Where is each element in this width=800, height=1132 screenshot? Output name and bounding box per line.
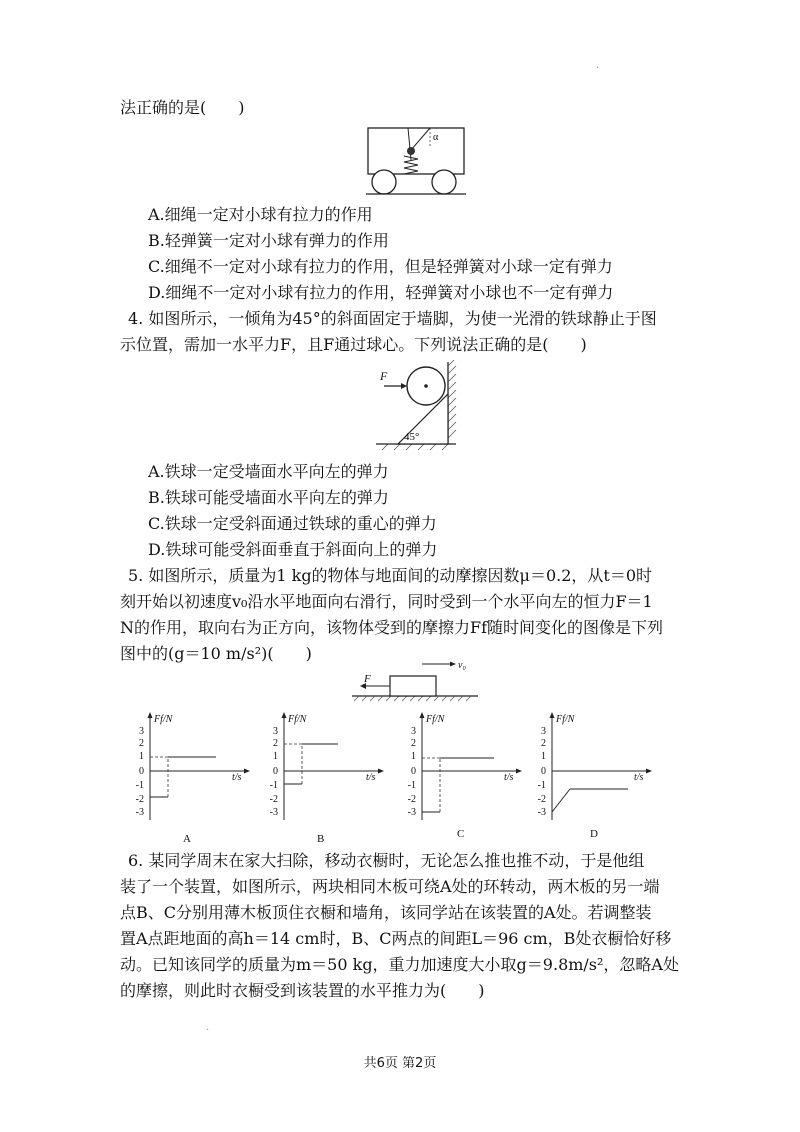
q4-stem-line-1: 4. 如图所示，一倾角为45°的斜面固定于墙脚，为使一光滑的铁球静止于图 [128,309,657,328]
graph-b-tick: 0 [273,766,278,777]
q6-stem-line-5: 动。已知该同学的质量为m＝50 kg，重力加速度大小取g＝9.8m/s²，忽略A处 [120,955,679,974]
graph-c-tick: 2 [411,738,416,749]
graph-b-tick: -3 [269,807,278,818]
q4-option-d[interactable]: D.铁球可能受斜面垂直于斜面向上的弹力 [148,540,438,559]
graph-a-tick: 2 [139,738,144,749]
q5-graph-b[interactable] [262,708,392,848]
graph-b-tick: 2 [273,738,278,749]
q4-force-label: F [380,369,388,383]
q5-stem-line-4: 图中的(g＝10 m/s²)( ) [120,644,312,663]
graph-c-x-axis-label: t/s [504,772,514,783]
graph-b-tick: 1 [273,751,278,762]
graph-a-tick: 1 [139,751,144,762]
q5-graph-a[interactable] [128,708,258,848]
graph-d-tick: 0 [541,766,546,777]
q5-graph-d[interactable] [530,708,660,848]
graph-a-tick: -2 [135,794,144,805]
graph-c-tick: -3 [407,807,416,818]
q4-option-b[interactable]: B.铁球可能受墙面水平向左的弹力 [148,488,389,507]
graph-d-tick: -2 [537,794,546,805]
scan-speck: . [206,1022,210,1033]
q5-graph-c[interactable] [400,708,530,848]
q4-option-c[interactable]: C.铁球一定受斜面通过铁球的重心的弹力 [148,514,437,533]
q6-stem-line-3: 点B、C分别用薄木板顶住衣橱和墙角，该同学站在该装置的A处。若调整装 [120,903,652,922]
graph-a-tick: -3 [135,807,144,818]
graph-a-x-axis-label: t/s [232,772,242,783]
q5-velocity-label: v₀ [458,660,466,671]
graph-b-tick: 3 [273,726,278,737]
graph-a-label: A [183,833,191,845]
q3-angle-label: α [433,132,439,143]
q3-option-c[interactable]: C.细绳不一定对小球有拉力的作用，但是轻弹簧对小球一定有弹力 [148,257,613,276]
q5-block-figure [352,656,482,702]
q3-option-a[interactable]: A.细绳一定对小球有拉力的作用 [148,205,373,224]
q3-cart-figure [368,126,468,198]
q6-stem-line-4: 置A点距地面的高h＝14 cm时，B、C两点的间距L＝96 cm，B处衣橱恰好移 [120,929,672,948]
graph-d-tick: -3 [537,807,546,818]
q3-option-d[interactable]: D.细绳不一定对小球有拉力的作用，轻弹簧对小球也不一定有弹力 [148,283,614,302]
q3-option-b[interactable]: B.轻弹簧一定对小球有弹力的作用 [148,231,389,250]
graph-b-tick: -1 [269,780,278,791]
q4-ball-wall-figure [376,362,466,448]
graph-d-tick: 2 [541,738,546,749]
graph-a-tick: 0 [139,766,144,777]
q5-stem-line-2: 刻开始以初速度v₀沿水平地面向右滑行，同时受到一个水平向左的恒力F＝1 [120,592,653,611]
q6-stem-line-6: 的摩擦，则此时衣橱受到该装置的水平推力为( ) [120,981,485,1000]
graph-c-tick: -1 [407,780,416,791]
q4-option-a[interactable]: A.铁球一定受墙面水平向左的弹力 [148,462,389,481]
q5-stem-line-3: N的作用，取向右为正方向，该物体受到的摩擦力Ff随时间变化的图像是下列 [120,618,664,637]
q3-stem-tail: 法正确的是( ) [120,98,245,117]
graph-b-tick: -2 [269,794,278,805]
graph-d-x-axis-label: t/s [634,772,644,783]
graph-c-tick: 3 [411,726,416,737]
graph-a-y-axis-label: Ff/N [154,714,173,725]
graph-c-tick: 1 [411,751,416,762]
graph-b-x-axis-label: t/s [366,772,376,783]
q5-stem-line-1: 5. 如图所示，质量为1 kg的物体与地面间的动摩擦因数μ＝0.2，从t＝0时 [128,566,653,585]
page-footer: 共6页 第2页 [363,1056,437,1071]
graph-b-label: B [317,833,325,845]
graph-c-tick: 0 [411,766,416,777]
graph-d-tick: 3 [541,726,546,737]
graph-b-y-axis-label: Ff/N [288,714,307,725]
graph-c-y-axis-label: Ff/N [426,714,445,725]
q6-stem-line-1: 6. 某同学周末在家大扫除，移动衣橱时，无论怎么推也推不动，于是他组 [128,851,645,870]
graph-d-tick: -1 [537,780,546,791]
q4-angle-label: 45° [404,431,420,443]
graph-a-tick: -1 [135,780,144,791]
graph-d-y-axis-label: Ff/N [556,714,575,725]
graph-d-tick: 1 [541,751,546,762]
q5-force-label: F [364,673,371,685]
q6-stem-line-2: 装了一个装置，如图所示，两块相同木板可绕A处的环转动，两木板的另一端 [120,877,660,896]
graph-c-label: C [457,828,465,840]
graph-c-tick: -2 [407,794,416,805]
scan-speck: . [596,60,600,71]
q4-stem-line-2: 示位置，需加一水平力F，且F通过球心。下列说法正确的是( ) [120,335,587,354]
graph-a-tick: 3 [139,726,144,737]
graph-d-label: D [590,828,598,840]
